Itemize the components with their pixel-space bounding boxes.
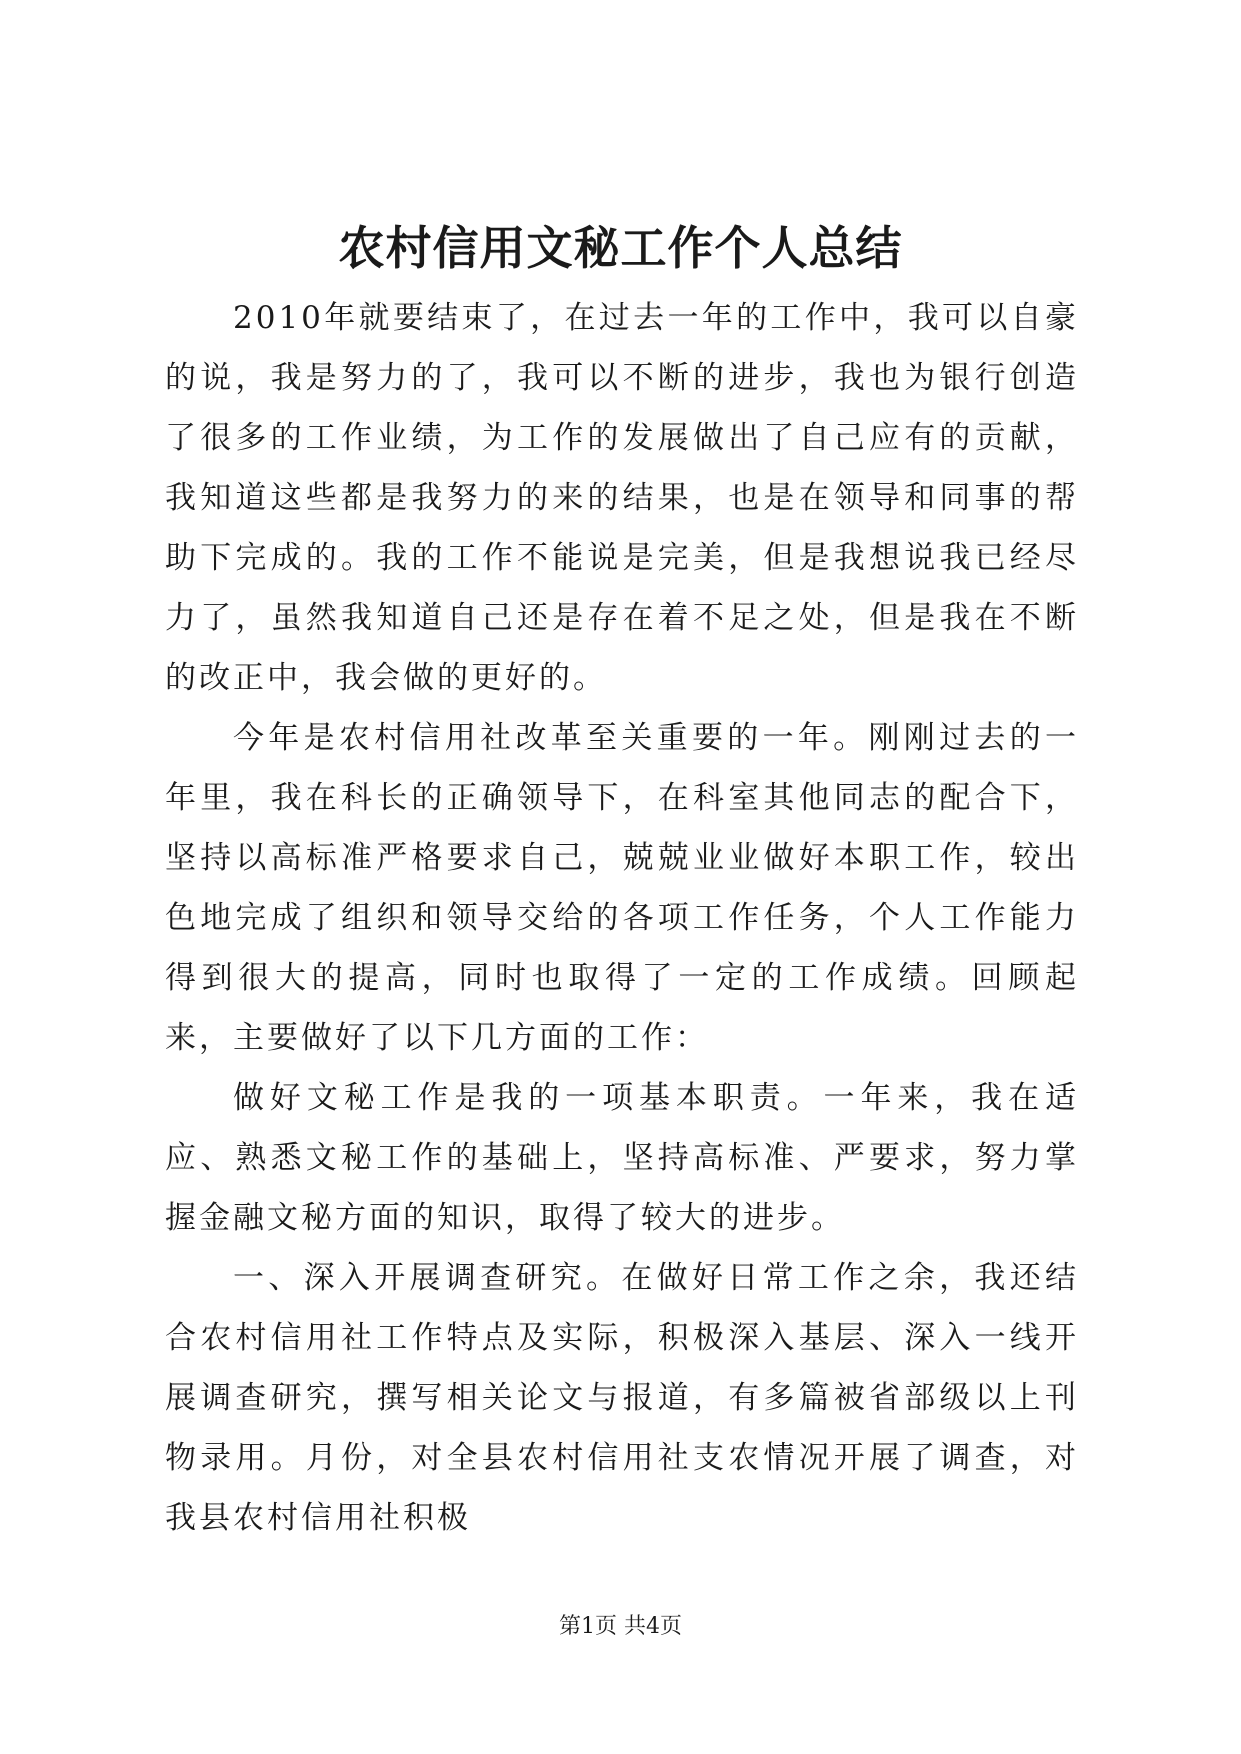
document-body xyxy=(165,288,1079,1548)
paragraph-3: 做好文秘工作是我的一项基本职责。一年来，我在适应、熟悉文秘工作的基础上，坚持高标准、严要求，努力掌握金融文秘方面的知识，取得了较大的进步。 xyxy=(165,1080,1079,1236)
document-title: 农村信用文秘工作个人总结 xyxy=(338,221,903,275)
paragraph-4: 一、深入开展调查研究。在做好日常工作之余，我还结合农村信用社工作特点及实际，积极深入基层、深入一线开展调查研究，撰写相关论文与报道，有多篇被省部级以上刊物录用。月份，对全县农村信用社支农情况开展了调查，对我县农村信用社积极 xyxy=(165,1260,1079,1536)
paragraph-2: 今年是农村信用社改革至关重要的一年。刚刚过去的一年里，我在科长的正确领导下，在科室其他同志的配合下，坚持以高标准严格要求自己，兢兢业业做好本职工作，较出色地完成了组织和领导交给的各项工作任务，个人工作能力得到很大的提高，同时也取得了一定的工作成绩。回顾起来，主要做好了以下几方面的工作： xyxy=(165,720,1079,1056)
page-footer xyxy=(0,1612,1241,1642)
page-number-label: 第1页 共4页 xyxy=(559,1614,682,1639)
paragraph-1: 2010年就要结束了，在过去一年的工作中，我可以自豪的说，我是努力的了，我可以不断的进步，我也为银行创造了很多的工作业绩，为工作的发展做出了自己应有的贡献，我知道这些都是我努力的来的结果，也是在领导和同事的帮助下完成的。我的工作不能说是完美，但是我想说我已经尽力了，虽然我知道自己还是存在着不足之处，但是我在不断的改正中，我会做的更好的。 xyxy=(165,300,1079,696)
